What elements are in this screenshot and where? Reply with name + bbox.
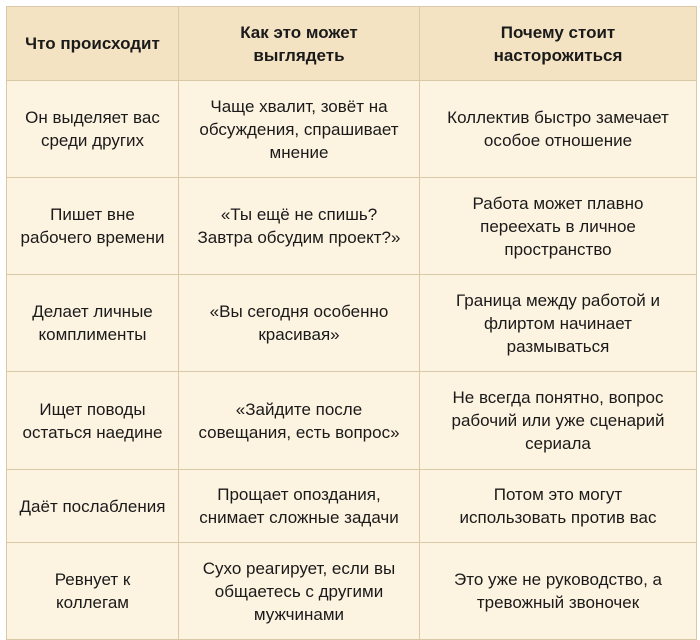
cell-how-it-looks: «Вы сегодня особенно красивая» — [179, 275, 420, 372]
cell-why-beware: Граница между работой и флиртом начинает размываться — [420, 275, 697, 372]
table-row — [7, 372, 697, 470]
cell-why-beware: Работа может плавно переехать в личное пространство — [420, 178, 697, 275]
cell-how-it-looks: Чаще хвалит, зовёт на обсуждения, спрашивает мнение — [179, 81, 420, 178]
header-row — [7, 7, 697, 81]
table-container — [6, 6, 697, 640]
cell-why-beware: Потом это могут использовать против вас — [420, 470, 697, 543]
cell-what-happens: Ищет поводы остаться наедине — [7, 372, 179, 470]
cell-what-happens: Пишет вне рабочего времени — [7, 178, 179, 275]
cell-why-beware: Это уже не руководство, а тревожный звоночек — [420, 543, 697, 640]
cell-what-happens: Он выделяет вас среди других — [7, 81, 179, 178]
header-how-it-looks: Как это может выглядеть — [179, 7, 420, 81]
table-row — [7, 275, 697, 372]
cell-why-beware: Не всегда понятно, вопрос рабочий или уже сценарий сериала — [420, 372, 697, 470]
table-row — [7, 543, 697, 640]
cell-how-it-looks: «Зайдите после совещания, есть вопрос» — [179, 372, 420, 470]
cell-what-happens: Даёт послабления — [7, 470, 179, 543]
cell-what-happens: Делает личные комплименты — [7, 275, 179, 372]
cell-how-it-looks: Прощает опоздания, снимает сложные задачи — [179, 470, 420, 543]
cell-how-it-looks: «Ты ещё не спишь? Завтра обсудим проект?» — [179, 178, 420, 275]
cell-why-beware: Коллектив быстро замечает особое отношение — [420, 81, 697, 178]
signs-table — [6, 6, 697, 640]
header-what-happens: Что происходит — [7, 7, 179, 81]
table-row — [7, 81, 697, 178]
table-row — [7, 470, 697, 543]
table-row — [7, 178, 697, 275]
cell-how-it-looks: Сухо реагирует, если вы общаетесь с другими мужчинами — [179, 543, 420, 640]
cell-what-happens: Ревнует к коллегам — [7, 543, 179, 640]
header-why-beware: Почему стоит насторожиться — [420, 7, 697, 81]
